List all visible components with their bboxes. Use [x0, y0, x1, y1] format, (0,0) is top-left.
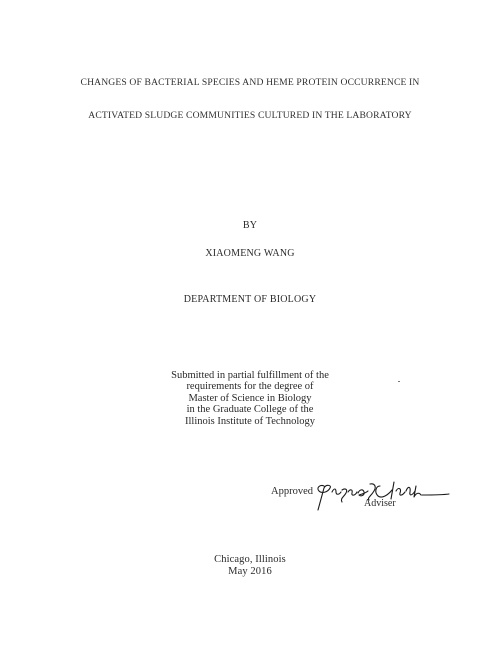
adviser-label: Adviser	[364, 498, 396, 509]
submission-line: Illinois Institute of Technology	[184, 415, 315, 427]
submission-statement	[0, 370, 500, 427]
byline: BY	[242, 220, 258, 231]
submission-line: requirements for the degree of	[186, 381, 314, 393]
submission-line: in the Graduate College of the	[186, 404, 314, 416]
author-name: XIAOMENG WANG	[205, 248, 295, 259]
approval-block	[270, 476, 450, 516]
date: May 2016	[228, 566, 272, 577]
location: Chicago, Illinois	[214, 554, 286, 565]
adviser-signature	[312, 476, 450, 516]
approved-label: Approved	[271, 486, 313, 497]
submission-line: Master of Science in Biology	[188, 392, 312, 404]
submission-line: Submitted in partial fulfillment of the	[171, 370, 329, 381]
title-line-1: CHANGES OF BACTERIAL SPECIES AND HEME PROTEIN OCCURRENCE IN	[80, 77, 420, 88]
department-name: DEPARTMENT OF BIOLOGY	[183, 294, 317, 305]
title-line-2: ACTIVATED SLUDGE COMMUNITIES CULTURED IN THE LABORATORY	[88, 110, 412, 121]
